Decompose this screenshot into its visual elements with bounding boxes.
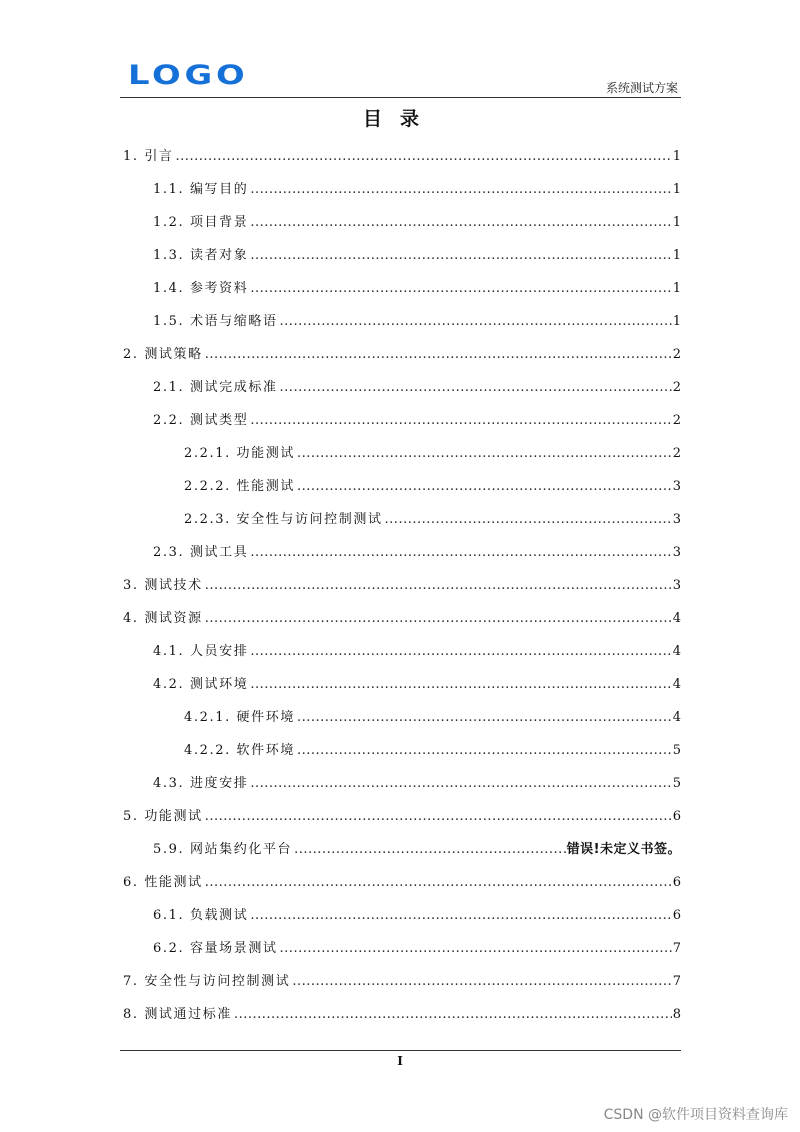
toc-entry-page: 1 — [672, 314, 681, 329]
toc-entry[interactable] — [120, 574, 681, 598]
toc-entry-label: 1. 引言 — [123, 149, 174, 164]
toc-entry-label: 4.2.2. 软件环境 — [184, 743, 295, 758]
toc-entry-label: 2.2.2. 性能测试 — [184, 479, 295, 494]
toc-entry-label: 4.1. 人员安排 — [153, 644, 249, 659]
toc-leader-dots — [297, 706, 672, 730]
toc-leader-dots — [250, 244, 671, 268]
toc-entry-label: 2.2.1. 功能测试 — [184, 446, 295, 461]
toc-entry-label: 5. 功能测试 — [123, 809, 203, 824]
toc-entry-page: 5 — [672, 776, 681, 791]
toc-entry-label: 2. 测试策略 — [123, 347, 203, 362]
toc-entry[interactable] — [120, 541, 681, 565]
toc-entry-label: 1.5. 术语与缩略语 — [153, 314, 278, 329]
toc-entry[interactable] — [120, 178, 681, 202]
toc-entry-page: 7 — [672, 974, 681, 989]
toc-entry-page: 6 — [672, 809, 681, 824]
toc-entry-label: 6. 性能测试 — [123, 875, 203, 890]
toc-entry-label: 4. 测试资源 — [123, 611, 203, 626]
toc-entry[interactable] — [120, 937, 681, 961]
toc-entry[interactable] — [120, 376, 681, 400]
toc-leader-dots — [250, 277, 671, 301]
toc-entry[interactable] — [120, 805, 681, 829]
watermark: CSDN @软件项目资料查询库 — [603, 1107, 788, 1123]
company-logo: LOGO — [128, 60, 249, 91]
toc-leader-dots — [176, 145, 672, 169]
toc-entry-page: 错误!未定义书签。 — [566, 842, 681, 857]
toc-entry[interactable] — [120, 706, 681, 730]
toc-entry-page: 4 — [672, 611, 681, 626]
toc-entry-page: 1 — [672, 248, 681, 263]
toc-entry-page: 5 — [672, 743, 681, 758]
toc-entry[interactable] — [120, 739, 681, 763]
toc-entry-page: 7 — [672, 941, 681, 956]
toc-entry[interactable] — [120, 838, 681, 862]
toc-leader-dots — [205, 871, 672, 895]
toc-entry-page: 4 — [672, 677, 681, 692]
toc-entry-label: 2.3. 测试工具 — [153, 545, 249, 560]
toc-entry-label: 3. 测试技术 — [123, 578, 203, 593]
toc-entry-label: 2.1. 测试完成标准 — [153, 380, 278, 395]
footer-divider — [120, 1050, 681, 1051]
toc-leader-dots — [250, 211, 671, 235]
toc-entry[interactable] — [120, 277, 681, 301]
page-number: I — [397, 1054, 403, 1068]
toc-entry-page: 4 — [672, 644, 681, 659]
toc-entry-page: 3 — [672, 479, 681, 494]
toc-leader-dots — [297, 739, 672, 763]
toc-title: 目录 — [362, 108, 437, 130]
toc-entry[interactable] — [120, 1003, 681, 1027]
toc-entry[interactable] — [120, 244, 681, 268]
toc-leader-dots — [250, 673, 671, 697]
toc-entry[interactable] — [120, 640, 681, 664]
toc-leader-dots — [250, 178, 671, 202]
toc-leader-dots — [205, 805, 672, 829]
toc-leader-dots — [250, 640, 671, 664]
toc-entry[interactable] — [120, 343, 681, 367]
toc-entry-label: 1.3. 读者对象 — [153, 248, 249, 263]
toc-leader-dots — [205, 574, 672, 598]
toc-leader-dots — [250, 541, 671, 565]
toc-entry-label: 4.2. 测试环境 — [153, 677, 249, 692]
toc-entry[interactable] — [120, 508, 681, 532]
toc-entry[interactable] — [120, 409, 681, 433]
toc-entry[interactable] — [120, 673, 681, 697]
toc-leader-dots — [280, 310, 672, 334]
toc-entry-page: 2 — [672, 446, 681, 461]
toc-leader-dots — [297, 475, 672, 499]
toc-entry-page: 3 — [672, 545, 681, 560]
toc-leader-dots — [250, 409, 671, 433]
toc-entry-page: 2 — [672, 380, 681, 395]
toc-entry[interactable] — [120, 772, 681, 796]
toc-leader-dots — [280, 937, 672, 961]
toc-entry[interactable] — [120, 442, 681, 466]
toc-leader-dots — [250, 772, 671, 796]
toc-leader-dots — [297, 442, 672, 466]
toc-entry[interactable] — [120, 211, 681, 235]
toc-leader-dots — [205, 607, 672, 631]
toc-leader-dots — [234, 1003, 672, 1027]
toc-entry[interactable] — [120, 871, 681, 895]
document-title: 系统测试方案 — [605, 81, 678, 95]
toc-entry-label: 4.3. 进度安排 — [153, 776, 249, 791]
toc-entry-page: 2 — [672, 347, 681, 362]
toc-leader-dots — [294, 838, 565, 862]
toc-entry-page: 1 — [672, 182, 681, 197]
toc-entry-label: 1.4. 参考资料 — [153, 281, 249, 296]
toc-entry-label: 1.1. 编写目的 — [153, 182, 249, 197]
toc-entry-page: 3 — [672, 512, 681, 527]
toc-entry-label: 6.1. 负载测试 — [153, 908, 249, 923]
toc-leader-dots — [292, 970, 671, 994]
toc-leader-dots — [385, 508, 672, 532]
toc-entry-page: 3 — [672, 578, 681, 593]
toc-entry[interactable] — [120, 145, 681, 169]
toc-leader-dots — [205, 343, 672, 367]
toc-entry-label: 8. 测试通过标准 — [123, 1007, 232, 1022]
toc-entry[interactable] — [120, 475, 681, 499]
toc-entry-page: 6 — [672, 908, 681, 923]
toc-entry-page: 2 — [672, 413, 681, 428]
toc-leader-dots — [250, 904, 671, 928]
toc-entry[interactable] — [120, 904, 681, 928]
toc-entry-label: 5.9. 网站集约化平台 — [153, 842, 293, 857]
toc-leader-dots — [280, 376, 672, 400]
toc-entry-page: 8 — [672, 1007, 681, 1022]
toc-entry-page: 1 — [672, 149, 681, 164]
toc-entry-label: 7. 安全性与访问控制测试 — [123, 974, 291, 989]
toc-entry-label: 2.2.3. 安全性与访问控制测试 — [184, 512, 383, 527]
toc-entry[interactable] — [120, 970, 681, 994]
toc-entry-page: 4 — [672, 710, 681, 725]
toc-entry-page: 1 — [672, 215, 681, 230]
header-divider — [120, 97, 681, 98]
toc-entry[interactable] — [120, 310, 681, 334]
toc-entry-label: 1.2. 项目背景 — [153, 215, 249, 230]
toc-entry-label: 2.2. 测试类型 — [153, 413, 249, 428]
toc-entry-page: 6 — [672, 875, 681, 890]
toc-entry-label: 6.2. 容量场景测试 — [153, 941, 278, 956]
toc-entry[interactable] — [120, 607, 681, 631]
toc-entry-page: 1 — [672, 281, 681, 296]
toc-entry-label: 4.2.1. 硬件环境 — [184, 710, 295, 725]
